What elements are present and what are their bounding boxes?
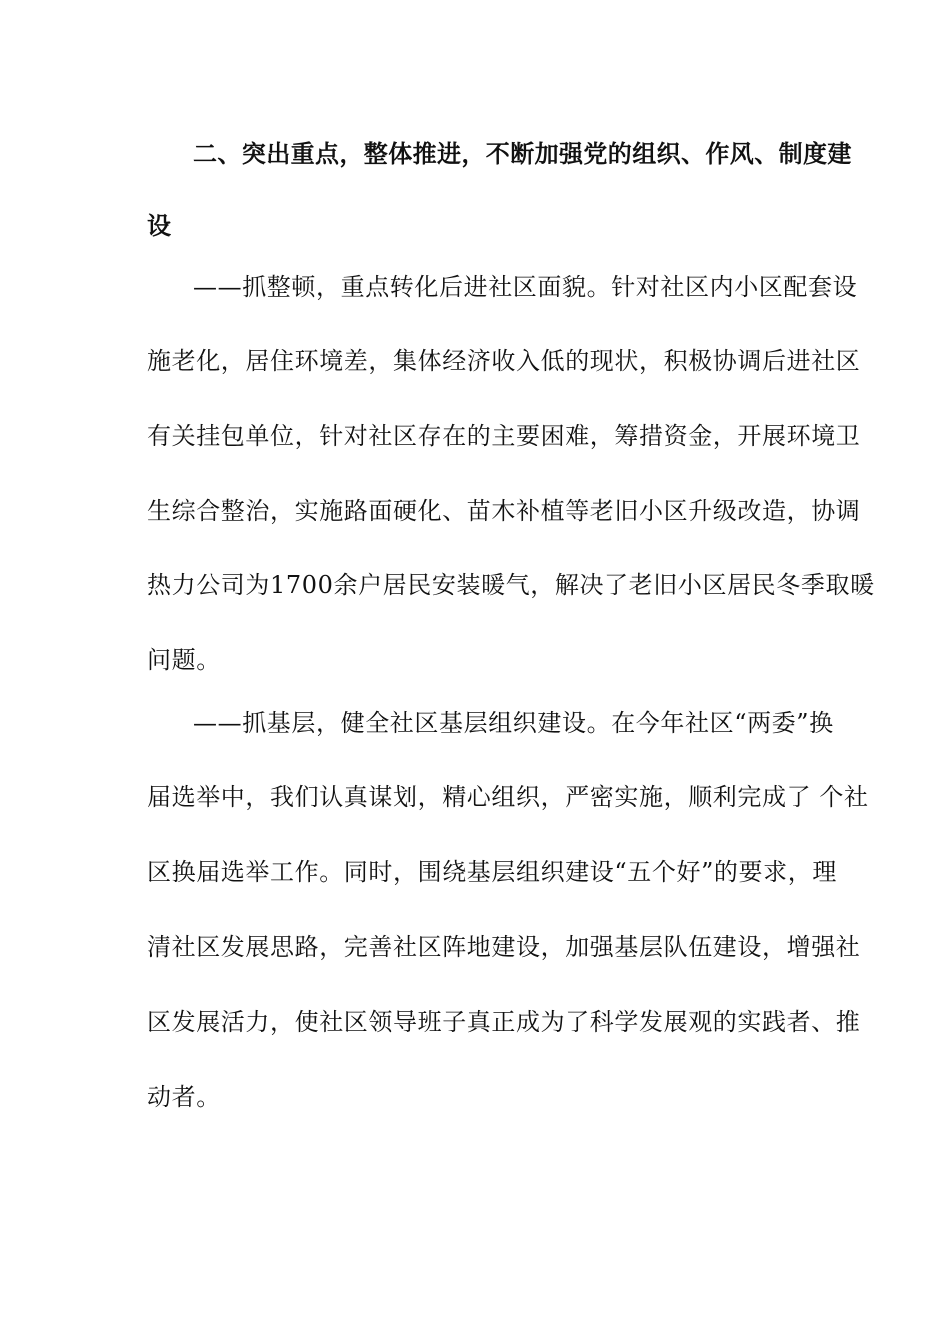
paragraph-2-line-6: 动者。 [147,1083,221,1111]
paragraph-1-line-2: 施老化，居住环境差，集体经济收入低的现状，积极协调后进社区 [147,347,861,375]
paragraph-1-line-4: 生综合整治，实施路面硬化、苗木补植等老旧小区升级改造，协调 [147,497,861,525]
paragraph-1-line-3: 有关挂包单位，针对社区存在的主要困难，筹措资金，开展环境卫 [147,422,861,450]
paragraph-2-line-4: 清社区发展思路，完善社区阵地建设，加强基层队伍建设，增强社 [147,933,861,961]
section-heading-line-2: 设 [147,212,172,240]
paragraph-1-line-1: ——抓整顿，重点转化后进社区面貌。针对社区内小区配套设 [193,273,858,301]
paragraph-2-line-3: 区换届选举工作。同时，围绕基层组织建设“五个好”的要求，理 [147,858,837,886]
paragraph-2-line-2: 届选举中，我们认真谋划，精心组织，严密实施，顺利完成了 个社 [147,783,869,811]
paragraph-1-line-5: 热力公司为1700余户居民安装暖气，解决了老旧小区居民冬季取暖 [147,571,875,599]
paragraph-2-line-5: 区发展活力，使社区领导班子真正成为了科学发展观的实践者、推 [147,1008,861,1036]
paragraph-2-line-1: ——抓基层，健全社区基层组织建设。在今年社区“两委”换 [193,709,834,737]
paragraph-1-line-6: 问题。 [147,646,221,674]
section-heading-line-1: 二、突出重点，整体推进，不断加强党的组织、作风、制度建 [193,140,852,168]
